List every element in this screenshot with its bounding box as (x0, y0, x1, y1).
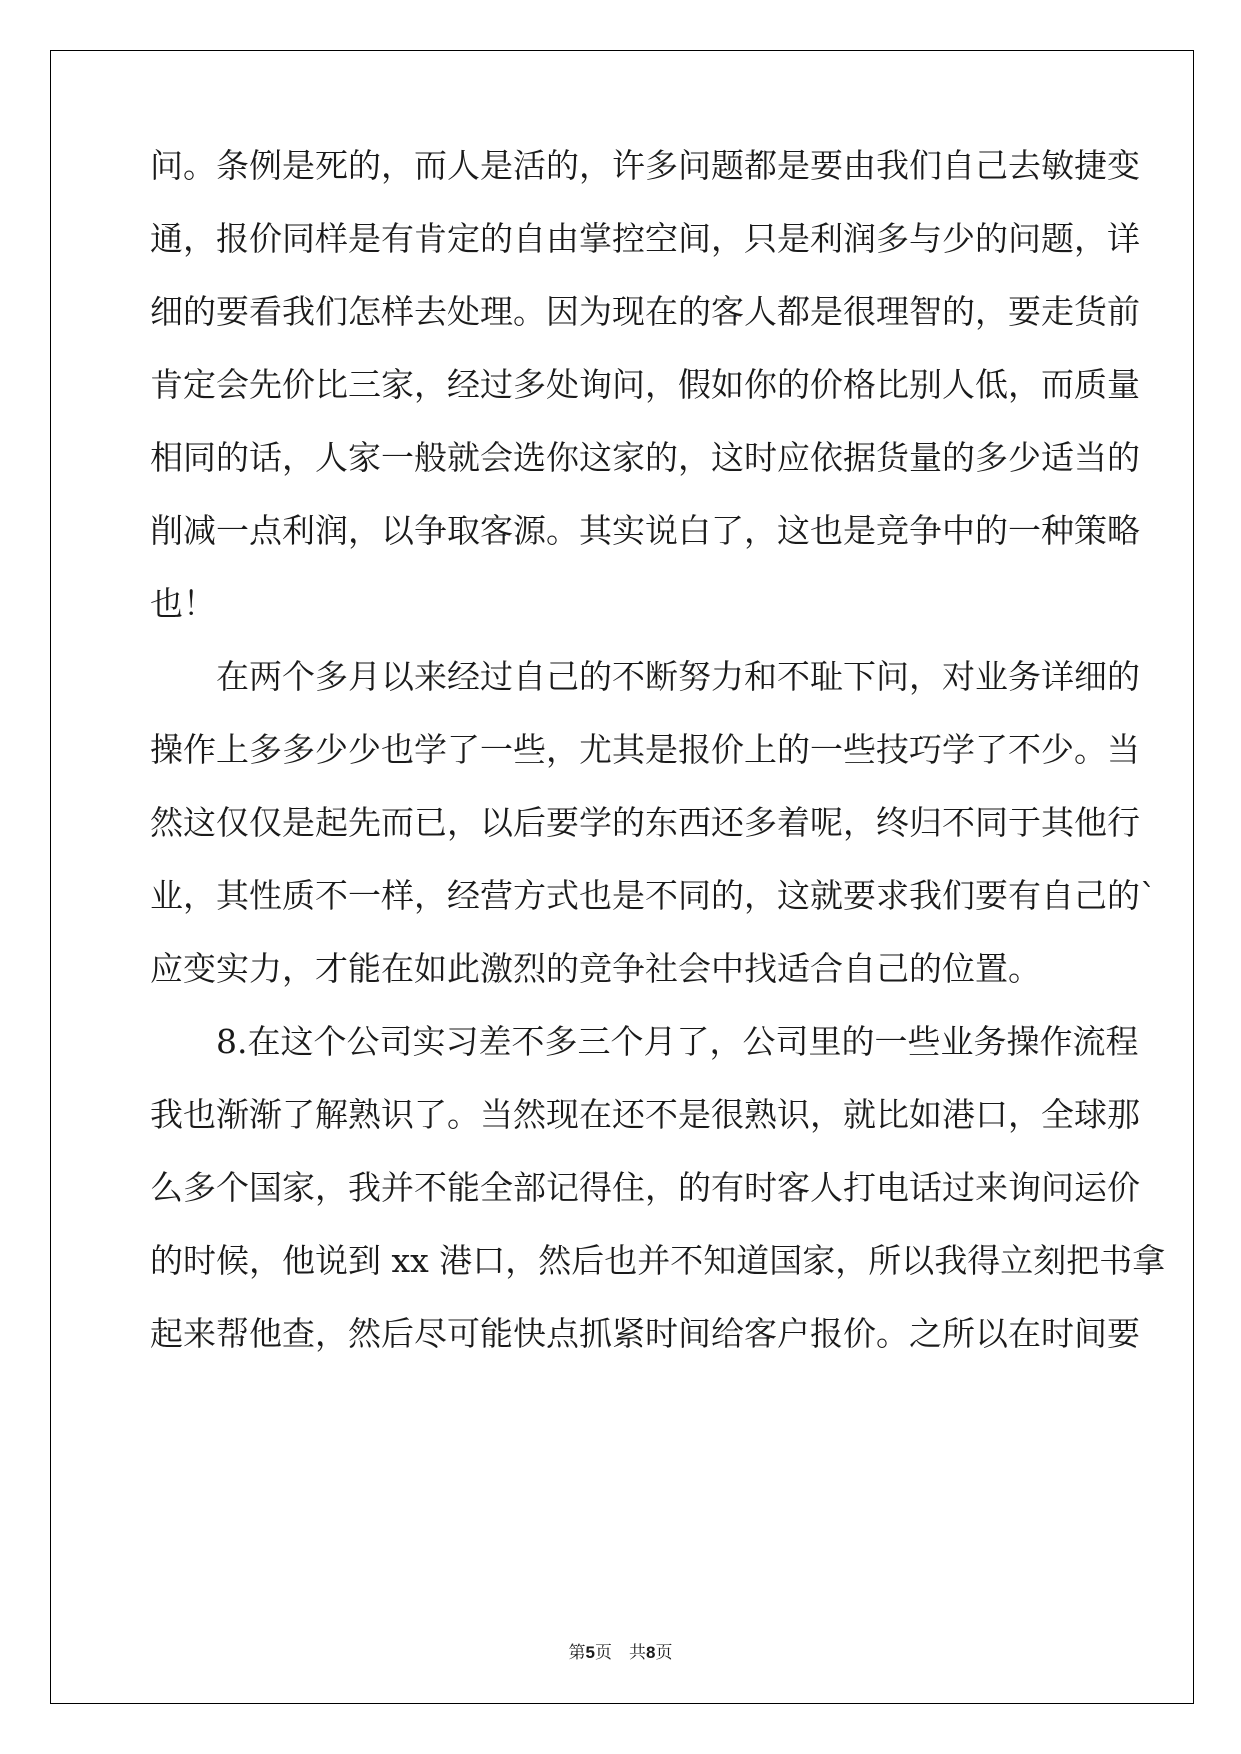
text-line: 应变实力，才能在如此激烈的竞争社会中找适合自己的位置。 (150, 949, 1041, 988)
text-line: 通，报价同样是有肯定的自由掌控空间，只是利润多与少的问题，详 (150, 219, 1140, 258)
text-line: 削减一点利润，以争取客源。其实说白了，这也是竞争中的一种策略 (150, 511, 1140, 550)
text-line: 8.在这个公司实习差不多三个月了，公司里的一些业务操作流程 (216, 1022, 1139, 1061)
text-line: 起来帮他查，然后尽可能快点抓紧时间给客户报价。之所以在时间要 (150, 1314, 1140, 1353)
text-line: 也！ (150, 584, 216, 623)
text-line: 问。条例是死的，而人是活的，许多问题都是要由我们自己去敏捷变 (150, 146, 1140, 185)
text-line: 在两个多月以来经过自己的不断努力和不耻下问，对业务详细的 (216, 657, 1140, 696)
footer-mid: 页 共 (595, 1643, 646, 1663)
footer-suffix: 页 (655, 1643, 673, 1663)
page-footer (0, 1638, 1241, 1663)
text-line: 的时候，他说到 xx 港口，然后也并不知道国家，所以我得立刻把书拿 (150, 1241, 1166, 1280)
footer-prefix: 第 (568, 1643, 586, 1663)
footer-total-pages: 8 (646, 1643, 656, 1662)
text-line: 我也渐渐了解熟识了。当然现在还不是很熟识，就比如港口，全球那 (150, 1095, 1140, 1134)
footer-page-number: 5 (585, 1643, 595, 1662)
text-line: 操作上多多少少也学了一些，尤其是报价上的一些技巧学了不少。当 (150, 730, 1140, 769)
text-line: 业，其性质不一样，经营方式也是不同的，这就要求我们要有自己的` (150, 876, 1157, 915)
text-line: 相同的话，人家一般就会选你这家的，这时应依据货量的多少适当的 (150, 438, 1140, 477)
text-line: 然这仅仅是起先而已，以后要学的东西还多着呢，终归不同于其他行 (150, 803, 1140, 842)
text-line: 么多个国家，我并不能全部记得住，的有时客人打电话过来询问运价 (150, 1168, 1140, 1207)
text-line: 细的要看我们怎样去处理。因为现在的客人都是很理智的，要走货前 (150, 292, 1140, 331)
text-line: 肯定会先价比三家，经过多处询问，假如你的价格比别人低，而质量 (150, 365, 1140, 404)
